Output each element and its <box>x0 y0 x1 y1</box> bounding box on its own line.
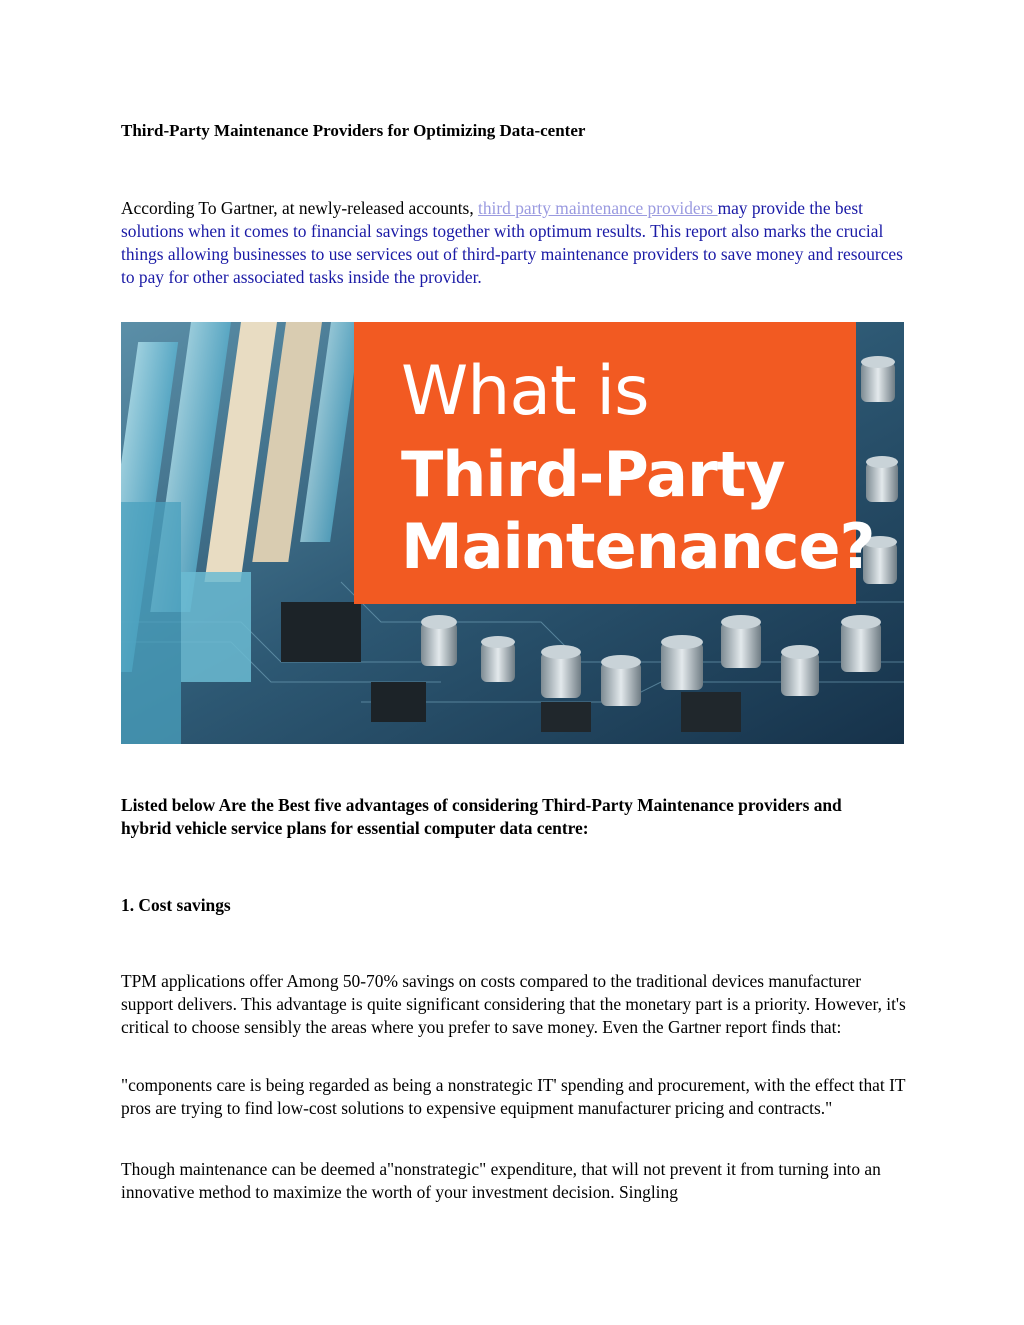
hero-line-what-is: What is <box>401 352 649 431</box>
intro-paragraph <box>121 197 911 289</box>
third-party-maintenance-link[interactable]: third party maintenance providers <box>478 198 718 218</box>
intro-lead: According To Gartner, at newly-released accounts, <box>121 198 479 218</box>
intro-rest: provide the best solutions when it comes to financial savings together with optimum results. This report also marks the crucial things allowing businesses to use services out of third-party maintenance providers to save money and resources to pay for other associated tasks inside the provider. <box>121 198 903 287</box>
paragraph-nonstrategic: Though maintenance can be deemed a"nonstrategic" expenditure, that will not prevent it from turning into an innovative method to maximize the worth of your investment decision. Singling <box>121 1159 881 1202</box>
advantages-heading: Listed below Are the Best five advantages of considering Third-Party Maintenance providers and hybrid vehicle service plans for essential computer data centre: <box>121 795 842 838</box>
paragraph-cost-savings: TPM applications offer Among 50-70% savings on costs compared to the traditional devices manufacturer support delivers. This advantage is quite significant considering that the monetary part is a priority. However, it's critical to choose sensibly the areas where you prefer to save money. Even the Gartner report finds that: <box>121 971 906 1037</box>
intro-after-link: may <box>717 198 748 218</box>
hero-line-third-party: Third-Party <box>401 438 785 511</box>
hero-line-maintenance: Maintenance? <box>401 510 875 583</box>
document-title: Third-Party Maintenance Providers for Optimizing Data-center <box>121 121 586 140</box>
hero-heading <box>401 352 875 583</box>
hero-image <box>121 322 904 744</box>
paragraph-gartner-quote: "components care is being regarded as being a nonstrategic IT' spending and procurement, with the effect that IT pros are trying to find low-cost solutions to expensive equipment manufacturer pricing and contracts." <box>121 1075 906 1118</box>
section-cost-savings-title: 1. Cost savings <box>121 895 231 915</box>
